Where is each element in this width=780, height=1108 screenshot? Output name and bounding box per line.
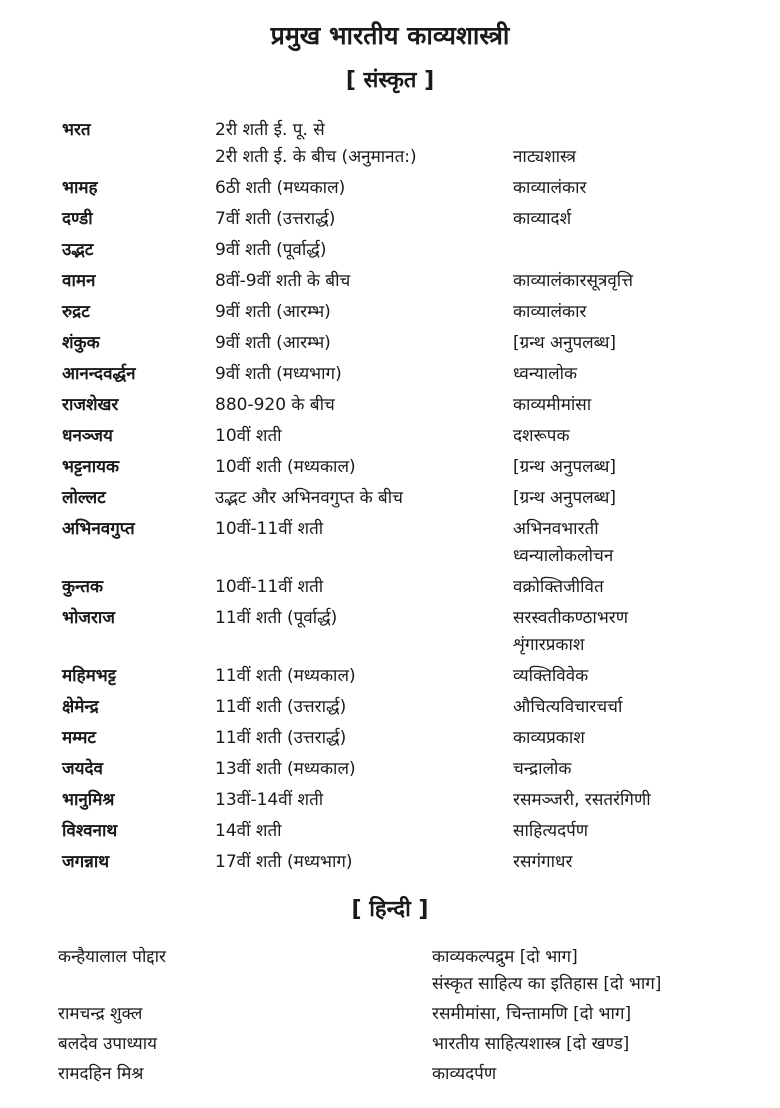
period-cell — [215, 787, 513, 814]
period-line: 10वीं-11वीं शती — [215, 519, 324, 539]
period-line: 11वीं शती (मध्यकाल) — [215, 666, 356, 686]
section-heading-sanskrit: [ संस्कृत ] — [345, 68, 435, 93]
works-cell — [432, 944, 762, 998]
period-cell — [215, 663, 513, 690]
period-cell — [215, 605, 513, 659]
table-row — [62, 330, 762, 357]
work-title: [ग्रन्थ अनुपलब्ध] — [513, 488, 617, 508]
works-cell — [513, 330, 763, 357]
period-cell — [215, 330, 513, 357]
period-line: 6ठी शती (मध्यकाल) — [215, 178, 346, 198]
table-row — [62, 663, 762, 690]
hindi-table — [58, 944, 758, 1091]
work-title: भारतीय साहित्यशास्त्र [दो खण्ड] — [432, 1034, 630, 1054]
period-line: 2री शती ई. पू. से — [215, 120, 325, 140]
scholar-name: बलदेव उपाध्याय — [58, 1034, 158, 1054]
scholar-name: भट्टनायक — [62, 457, 120, 477]
table-row — [62, 175, 762, 202]
table-row — [62, 694, 762, 721]
period-line: 13वीं शती (मध्यकाल) — [215, 759, 356, 779]
period-cell — [215, 694, 513, 721]
table-row — [62, 117, 762, 171]
period-line: 9वीं शती (मध्यभाग) — [215, 364, 342, 384]
table-row — [62, 361, 762, 388]
works-cell — [513, 605, 763, 659]
scholar-name: रुद्रट — [62, 302, 90, 322]
scholar-name: विश्वनाथ — [62, 821, 118, 841]
work-title: काव्यालंकारसूत्रवृत्ति — [513, 271, 633, 291]
works-cell — [513, 756, 763, 783]
works-cell — [432, 1031, 762, 1058]
scholar-name: वामन — [62, 271, 96, 291]
period-cell — [215, 206, 513, 233]
period-line: 13वीं-14वीं शती — [215, 790, 324, 810]
scholar-name: भोजराज — [62, 608, 115, 628]
work-title: काव्यादर्श — [513, 209, 572, 229]
period-line: 11वीं शती (उत्तरार्द्ध) — [215, 728, 347, 748]
scholar-name: भानुमिश्र — [62, 790, 115, 810]
period-cell — [215, 725, 513, 752]
period-line: 9वीं शती (आरम्भ) — [215, 333, 331, 353]
work-title: काव्यमीमांसा — [513, 395, 592, 415]
works-cell — [513, 206, 763, 233]
work-title: औचित्यविचारचर्चा — [513, 697, 623, 717]
scholar-name: भरत — [62, 120, 91, 140]
period-cell — [215, 454, 513, 481]
scholar-name: शंकुक — [62, 333, 100, 353]
period-cell — [215, 818, 513, 845]
period-line: 880-920 के बीच — [215, 395, 335, 415]
work-title: वक्रोक्तिजीवित — [513, 577, 604, 597]
period-cell — [215, 423, 513, 450]
period-cell — [215, 237, 513, 264]
work-title: काव्यकल्पद्रुम [दो भाग] — [432, 947, 578, 967]
scholar-name: कन्हैयालाल पोद्दार — [58, 947, 166, 967]
scholar-name: रामचन्द्र शुक्ल — [58, 1004, 143, 1024]
scholar-name: जगन्नाथ — [62, 852, 110, 872]
scholar-name: लोल्लट — [62, 488, 106, 508]
works-cell — [513, 574, 763, 601]
works-cell — [513, 516, 763, 570]
scholar-name: राजशेखर — [62, 395, 119, 415]
scholar-name: अभिनवगुप्त — [62, 519, 135, 539]
works-cell — [513, 175, 763, 202]
period-line: 10वीं-11वीं शती — [215, 577, 324, 597]
scholar-name: महिमभट्ट — [62, 666, 117, 686]
period-line: 9वीं शती (आरम्भ) — [215, 302, 331, 322]
works-cell — [513, 117, 763, 171]
scholar-name: भामह — [62, 178, 98, 198]
period-cell — [215, 849, 513, 876]
work-title: ध्वन्यालोक — [513, 364, 578, 384]
work-title: काव्यदर्पण — [432, 1064, 497, 1084]
scholar-name: धनञ्जय — [62, 426, 113, 446]
period-cell — [215, 485, 513, 512]
work-title: रसगंगाधर — [513, 852, 573, 872]
period-cell — [215, 175, 513, 202]
works-cell — [513, 725, 763, 752]
period-line: 11वीं शती (उत्तरार्द्ध) — [215, 697, 347, 717]
period-cell — [215, 516, 513, 570]
works-cell — [432, 1001, 762, 1028]
work-title — [513, 237, 763, 264]
period-cell — [215, 268, 513, 295]
period-cell — [215, 117, 513, 171]
period-line: 2री शती ई. के बीच (अनुमानत:) — [215, 147, 417, 167]
works-cell — [513, 268, 763, 295]
work-title — [513, 117, 763, 144]
table-row — [62, 392, 762, 419]
table-row — [62, 605, 762, 659]
table-row — [62, 268, 762, 295]
works-cell — [432, 1061, 762, 1088]
works-cell — [513, 849, 763, 876]
period-cell — [215, 756, 513, 783]
period-line: 17वीं शती (मध्यभाग) — [215, 852, 353, 872]
scholar-name: आनन्दवर्द्धन — [62, 364, 136, 384]
section-heading-hindi: [ हिन्दी ] — [351, 897, 429, 922]
sanskrit-table — [62, 117, 762, 880]
table-row — [58, 1031, 758, 1058]
work-title: नाट्यशास्त्र — [513, 147, 577, 167]
period-cell — [215, 361, 513, 388]
table-row — [58, 1061, 758, 1088]
period-cell — [215, 392, 513, 419]
work-title: चन्द्रालोक — [513, 759, 572, 779]
work-title: दशरूपक — [513, 426, 570, 446]
work-title: रसमीमांसा, चिन्तामणि [दो भाग] — [432, 1004, 632, 1024]
table-row — [58, 944, 758, 998]
works-cell — [513, 485, 763, 512]
work-title: संस्कृत साहित्य का इतिहास [दो भाग] — [432, 974, 662, 994]
works-cell — [513, 663, 763, 690]
table-row — [62, 516, 762, 570]
work-title: सरस्वतीकण्ठाभरण — [513, 608, 629, 628]
scholar-name: मम्मट — [62, 728, 96, 748]
table-row — [62, 849, 762, 876]
works-cell — [513, 454, 763, 481]
works-cell — [513, 299, 763, 326]
scholar-name: कुन्तक — [62, 577, 104, 597]
works-cell — [513, 237, 763, 264]
table-row — [58, 1001, 758, 1028]
works-cell — [513, 694, 763, 721]
works-cell — [513, 392, 763, 419]
table-row — [62, 756, 762, 783]
table-row — [62, 237, 762, 264]
table-row — [62, 787, 762, 814]
period-line: 10वीं शती — [215, 426, 282, 446]
work-title: रसमञ्जरी, रसतरंगिणी — [513, 790, 651, 810]
scholar-name: उद्भट — [62, 240, 94, 260]
work-title: काव्यालंकार — [513, 302, 587, 322]
table-row — [62, 818, 762, 845]
work-title: [ग्रन्थ अनुपलब्ध] — [513, 333, 617, 353]
period-line: 14वीं शती — [215, 821, 282, 841]
table-row — [62, 485, 762, 512]
scholar-name: दण्डी — [62, 209, 93, 229]
table-row — [62, 299, 762, 326]
period-cell — [215, 574, 513, 601]
page-title: प्रमुख भारतीय काव्यशास्त्री — [270, 21, 510, 50]
table-row — [62, 423, 762, 450]
period-line: 7वीं शती (उत्तरार्द्ध) — [215, 209, 336, 229]
works-cell — [513, 361, 763, 388]
works-cell — [513, 423, 763, 450]
work-title: काव्यालंकार — [513, 178, 587, 198]
work-title: [ग्रन्थ अनुपलब्ध] — [513, 457, 617, 477]
works-cell — [513, 818, 763, 845]
period-line: 9वीं शती (पूर्वार्द्ध) — [215, 240, 327, 260]
table-row — [62, 725, 762, 752]
work-title: व्यक्तिविवेक — [513, 666, 589, 686]
work-title: ध्वन्यालोकलोचन — [513, 546, 614, 566]
scholar-name: जयदेव — [62, 759, 103, 779]
work-title: साहित्यदर्पण — [513, 821, 589, 841]
table-row — [62, 206, 762, 233]
scholar-name: क्षेमेन्द्र — [62, 697, 99, 717]
period-line: 10वीं शती (मध्यकाल) — [215, 457, 356, 477]
period-line: 11वीं शती (पूर्वार्द्ध) — [215, 608, 338, 628]
works-cell — [513, 787, 763, 814]
work-title: काव्यप्रकाश — [513, 728, 585, 748]
work-title: शृंगारप्रकाश — [513, 635, 585, 655]
scholar-name: रामदहिन मिश्र — [58, 1064, 144, 1084]
work-title: अभिनवभारती — [513, 519, 599, 539]
period-cell — [215, 299, 513, 326]
table-row — [62, 574, 762, 601]
period-line: उद्भट और अभिनवगुप्त के बीच — [215, 488, 403, 508]
period-line: 8वीं-9वीं शती के बीच — [215, 271, 351, 291]
table-row — [62, 454, 762, 481]
